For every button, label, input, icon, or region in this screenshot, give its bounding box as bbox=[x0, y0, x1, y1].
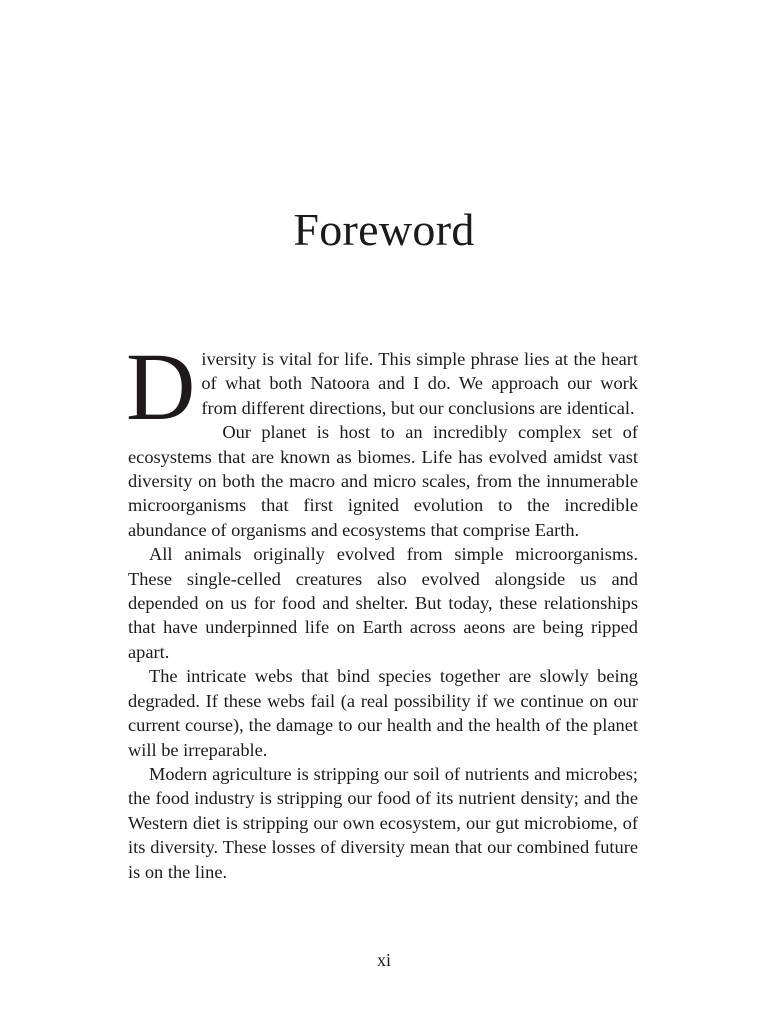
paragraph-1 bbox=[126, 333, 638, 440]
paragraph-3: All animals originally evolved from simple microorganisms. These single-celled creatures also evolved alongside us and depended on us for food and shelter. But today, these relationships that have underpinned life on Earth across aeons are being ripped apart. bbox=[128, 544, 638, 662]
body-text bbox=[126, 333, 638, 884]
paragraph-1-text: iversity is vital for life. This simple phrase lies at the heart of what both Natoora and I do. We approach our work from different directions, but our conclusions are identical. bbox=[201, 349, 638, 418]
page-title: Foreword bbox=[293, 204, 475, 255]
drop-cap: D bbox=[126, 333, 196, 440]
page-number: xi bbox=[376, 950, 391, 970]
paragraph-5: Modern agriculture is stripping our soil of nutrients and microbes; the food industry is stripping our food of its nutrient density; and the Western diet is stripping our own ecosystem, our gut microbiome, of its diversity. These losses of diversity mean that our combined future is on the line. bbox=[128, 763, 638, 882]
paragraph-4: The intricate webs that bind species together are slowly being degraded. If these webs fail (a real possibility if we continue on our current course), the damage to our health and the health of the planet will be irreparable. bbox=[128, 666, 638, 760]
paragraph-2: Our planet is host to an incredibly complex set of ecosystems that are known as biomes. Life has evolved amidst vast diversity on both the macro and micro scales, from the innumerable microorganisms that first ignited evolution to the incredible abundance of organisms and ecosystems that comprise Earth. bbox=[128, 422, 638, 540]
